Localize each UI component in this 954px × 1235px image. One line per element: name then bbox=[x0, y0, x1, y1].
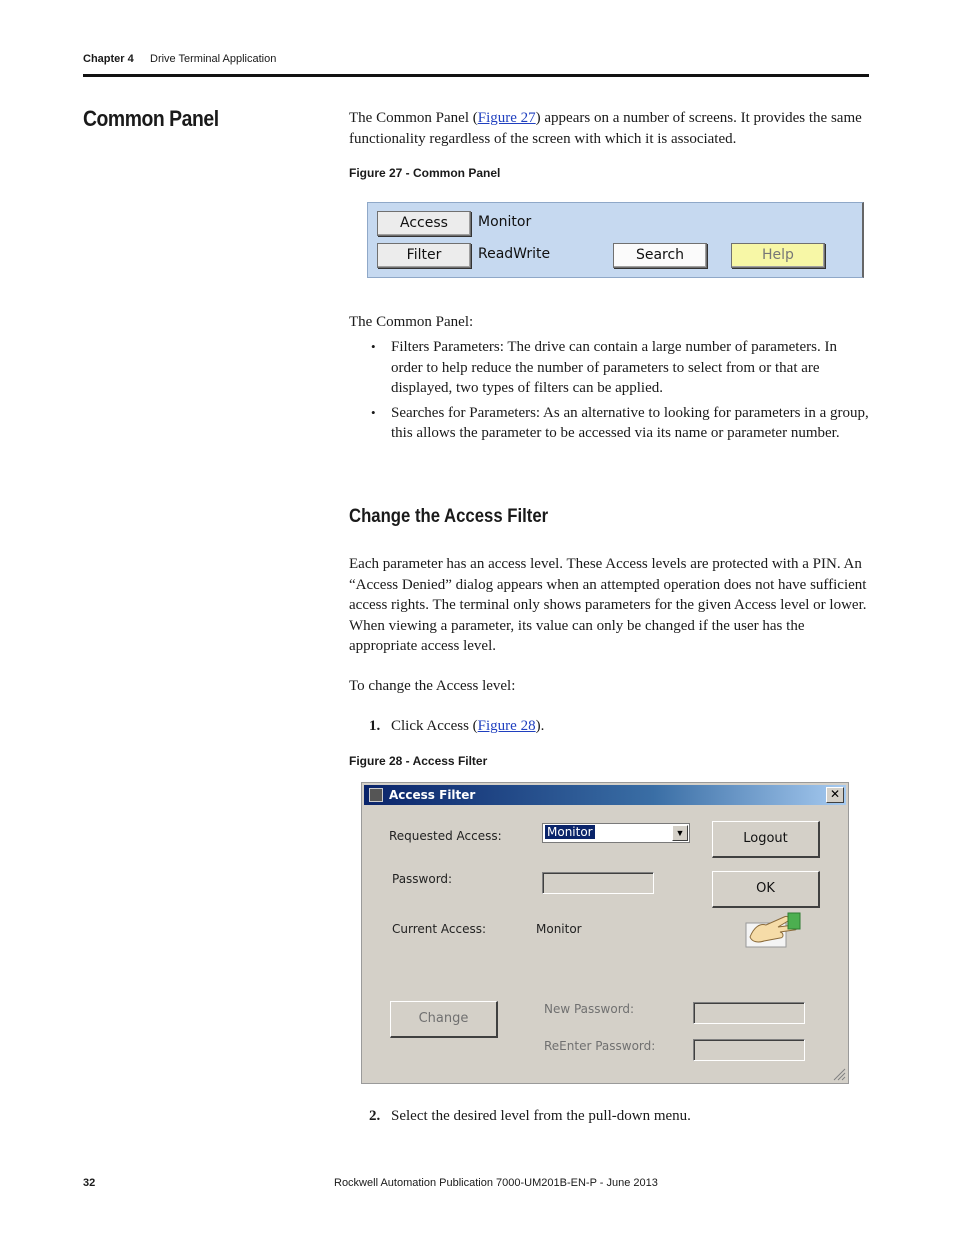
chevron-down-icon[interactable]: ▼ bbox=[672, 825, 688, 841]
close-icon[interactable]: ✕ bbox=[826, 787, 844, 803]
step-number: 1. bbox=[369, 718, 381, 734]
change-button[interactable]: Change bbox=[390, 1001, 498, 1038]
intro-paragraph: The Common Panel (Figure 27) appears on a number of screens. It provides the same functionality regardless of the screen with which it is associated. bbox=[349, 110, 862, 147]
filter-value: ReadWrite bbox=[478, 246, 551, 262]
access-filter-dialog bbox=[361, 782, 849, 1084]
access-button[interactable]: Access bbox=[377, 211, 471, 236]
requested-access-label: Requested Access: bbox=[389, 829, 502, 843]
hand-pointer-icon bbox=[744, 911, 804, 949]
common-panel-figure bbox=[367, 202, 864, 278]
footer-publication: Rockwell Automation Publication 7000-UM201B-EN-P - June 2013 bbox=[334, 1177, 658, 1189]
list-item: • Searches for Parameters: As an alternative to looking for parameters in a group, this allows the parameter to be accessed via its name or parameter number. bbox=[349, 403, 869, 444]
figure-28-link[interactable]: Figure 28 bbox=[477, 718, 536, 734]
ok-button[interactable]: OK bbox=[712, 871, 820, 908]
access-value: Monitor bbox=[478, 214, 532, 230]
access-paragraph: Each parameter has an access level. These Access levels are protected with a PIN. An “Access Denied” dialog appears when an attempted operation does not have sufficient access rights. The terminal only shows parameters for the given Access level or lower. When viewing a parameter, its value can only be changed if the user has the appropriate access level. bbox=[349, 556, 867, 654]
section-title: Common Panel bbox=[83, 106, 219, 131]
password-field[interactable] bbox=[542, 872, 654, 894]
filter-button[interactable]: Filter bbox=[377, 243, 471, 268]
subsection-title: Change the Access Filter bbox=[349, 506, 549, 527]
resize-grip-icon[interactable] bbox=[832, 1067, 846, 1081]
requested-access-select[interactable] bbox=[542, 823, 690, 843]
header-chapter: Chapter 4 bbox=[83, 53, 134, 65]
step-text: Click Access (Figure 28). bbox=[391, 718, 545, 734]
reenter-password-field[interactable] bbox=[693, 1039, 805, 1061]
common-panel-bullets bbox=[349, 337, 869, 448]
header-rule bbox=[83, 74, 869, 77]
current-access-label: Current Access: bbox=[392, 922, 487, 936]
page-number: 32 bbox=[83, 1177, 96, 1189]
new-password-label: New Password: bbox=[544, 1002, 635, 1016]
password-label: Password: bbox=[392, 872, 453, 886]
logout-button[interactable]: Logout bbox=[712, 821, 820, 858]
figure-27-caption: Figure 27 - Common Panel bbox=[349, 166, 501, 180]
new-password-field[interactable] bbox=[693, 1002, 805, 1024]
help-button[interactable]: Help bbox=[731, 243, 825, 268]
change-access-lead: To change the Access level: bbox=[349, 678, 516, 694]
step-2 bbox=[369, 1106, 849, 1128]
header-title: Drive Terminal Application bbox=[150, 53, 277, 65]
dialog-title: Access Filter bbox=[389, 788, 476, 802]
step-text: Select the desired level from the pull-down menu. bbox=[391, 1108, 691, 1124]
requested-access-value: Monitor bbox=[547, 825, 593, 839]
reenter-password-label: ReEnter Password: bbox=[544, 1039, 656, 1053]
step-number: 2. bbox=[369, 1108, 381, 1124]
list-item: • Filters Parameters: The drive can contain a large number of parameters. In order to help reduce the number of parameters to select from or that are displayed, two types of filters can be applied. bbox=[349, 337, 869, 399]
figure-27-link[interactable]: Figure 27 bbox=[477, 110, 536, 126]
app-icon bbox=[369, 788, 383, 802]
figure-28-caption: Figure 28 - Access Filter bbox=[349, 754, 488, 768]
common-panel-lead: The Common Panel: bbox=[349, 314, 474, 330]
search-button[interactable]: Search bbox=[613, 243, 707, 268]
dialog-titlebar[interactable] bbox=[364, 785, 846, 805]
current-access-value: Monitor bbox=[536, 922, 582, 936]
step-1 bbox=[369, 716, 849, 738]
